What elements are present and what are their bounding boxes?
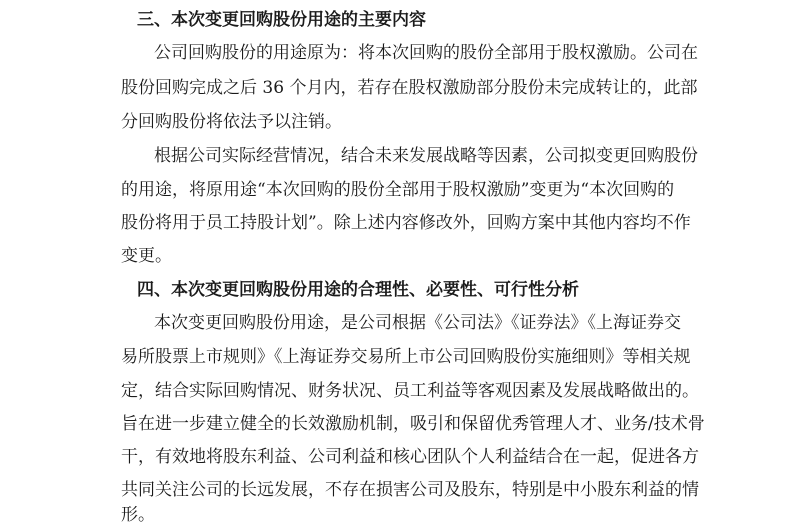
section-4-paragraph-1-line-4: 旨在进一步建立健全的长效激励机制，吸引和保留优秀管理人才、业务/技术骨 [121,414,705,434]
section-4-heading: 四、本次变更回购股份用途的合理性、必要性、可行性分析 [137,280,579,300]
section-3-paragraph-2-line-4: 变更。 [121,246,172,266]
section-4-paragraph-1-line-1: 本次变更回购股份用途，是公司根据《公司法》《证券法》《上海证券交 [154,313,681,333]
section-3-paragraph-2-line-2: 的用途，将原用途“本次回购的股份全部用于股权激励”变更为“本次回购的 [121,180,675,200]
section-4-paragraph-1-line-2: 易所股票上市规则》《上海证券交易所上市公司回购股份实施细则》等相关规 [121,347,691,367]
section-3-paragraph-1-line-1: 公司回购股份的用途原为：将本次回购的股份全部用于股权激励。公司在 [154,43,698,63]
section-3-paragraph-2-line-1: 根据公司实际经营情况，结合未来发展战略等因素，公司拟变更回购股份 [154,146,698,166]
section-4-paragraph-1-line-3: 定，结合实际回购情况、财务状况、员工利益等客观因素及发展战略做出的。 [121,381,699,401]
section-3-heading: 三、本次变更回购股份用途的主要内容 [137,10,426,30]
section-3-paragraph-1-line-3: 分回购股份将依法予以注销。 [121,112,342,132]
section-4-paragraph-1-line-5: 干，有效地将股东利益、公司利益和核心团队个人利益结合在一起，促进各方 [121,447,699,467]
section-4-paragraph-1-line-7: 形。 [121,505,155,525]
section-3-paragraph-2-line-3: 股份将用于员工持股计划”。除上述内容修改外，回购方案中其他内容均不作 [121,213,691,233]
section-3-paragraph-1-line-2: 股份回购完成之后 36 个月内，若存在股权激励部分股份未完成转让的，此部 [121,78,698,98]
section-4-paragraph-1-line-6: 共同关注公司的长远发展，不存在损害公司及股东，特别是中小股东利益的情 [121,480,699,500]
